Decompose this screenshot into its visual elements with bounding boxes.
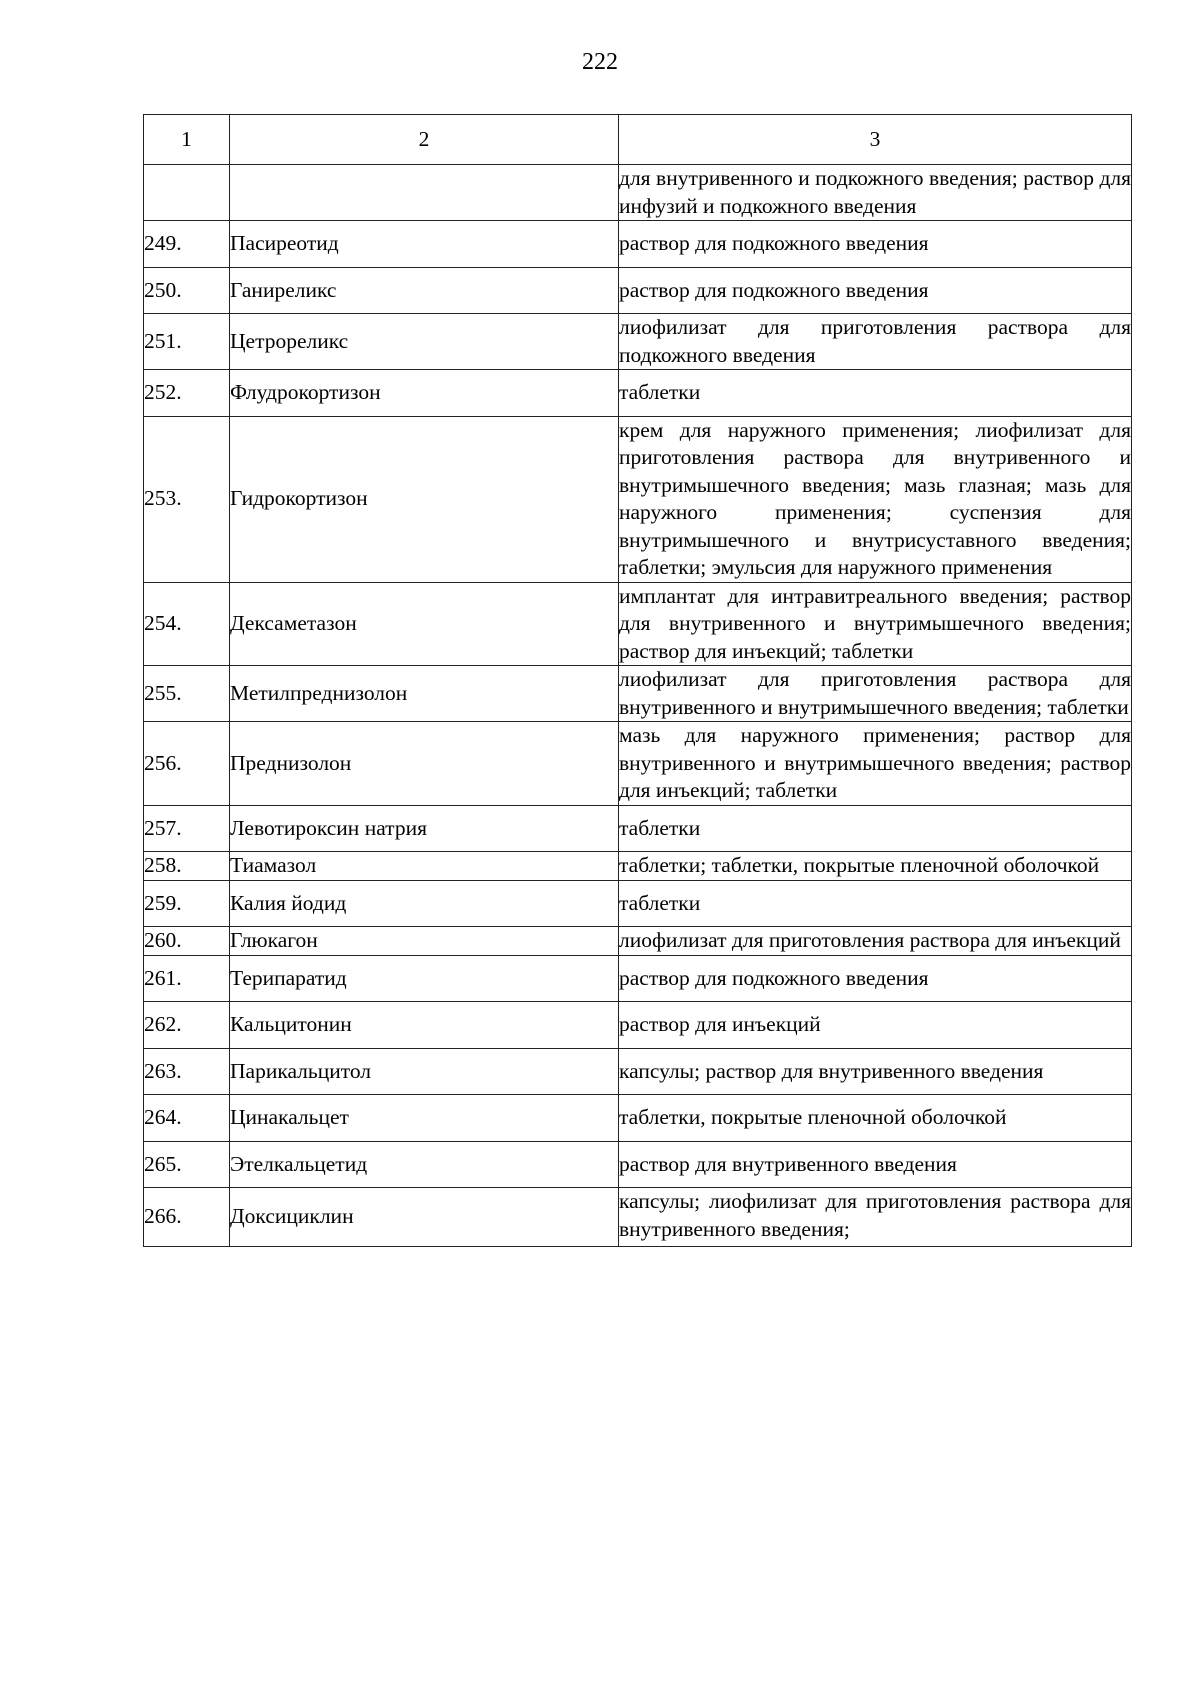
- header-col-2: 2: [230, 115, 619, 165]
- table-row: [144, 1188, 1132, 1247]
- table-row: [144, 805, 1132, 852]
- row-number: 265.: [144, 1141, 230, 1188]
- row-number: 264.: [144, 1095, 230, 1142]
- drug-table: [143, 114, 1132, 1247]
- dosage-form: лиофилизат для приготовления раствора для инъекций: [619, 927, 1132, 956]
- drug-name: Доксициклин: [230, 1188, 619, 1247]
- dosage-form: таблетки: [619, 370, 1132, 417]
- dosage-form: крем для наружного применения; лиофилизат для приготовления раствора для внутривенного и внутримышечного введения; мазь глазная; мазь для наружного применения; суспензия для внутримышечного и внутрисуставного введения; таблетки; эмульсия для наружного применения: [619, 416, 1132, 582]
- row-number: 257.: [144, 805, 230, 852]
- drug-name: Тиамазол: [230, 852, 619, 881]
- row-number: 259.: [144, 880, 230, 927]
- drug-name: Пасиреотид: [230, 221, 619, 268]
- row-number: 249.: [144, 221, 230, 268]
- dosage-form: [619, 1188, 1132, 1247]
- table-row: [144, 370, 1132, 417]
- header-col-1: 1: [144, 115, 230, 165]
- row-number: 252.: [144, 370, 230, 417]
- dosage-form: раствор для подкожного введения: [619, 955, 1132, 1002]
- dosage-form: раствор для внутривенного введения: [619, 1141, 1132, 1188]
- header-col-3: 3: [619, 115, 1132, 165]
- drug-name: Этелкальцетид: [230, 1141, 619, 1188]
- drug-name: Глюкагон: [230, 927, 619, 956]
- dosage-form: лиофилизат для приготовления раствора для подкожного введения: [619, 314, 1132, 370]
- row-number: 255.: [144, 666, 230, 722]
- table-row: [144, 1048, 1132, 1095]
- drug-name: Ганиреликс: [230, 267, 619, 314]
- drug-name: [230, 165, 619, 221]
- row-number: [144, 165, 230, 221]
- dosage-form: лиофилизат для приготовления раствора для внутривенного и внутримышечного введения; таблетки: [619, 666, 1132, 722]
- drug-name: Калия йодид: [230, 880, 619, 927]
- drug-name: Терипаратид: [230, 955, 619, 1002]
- table-row-continuation: [144, 165, 1132, 221]
- dosage-form: раствор для инъекций: [619, 1002, 1132, 1049]
- table-row: [144, 1141, 1132, 1188]
- row-number: 254.: [144, 582, 230, 666]
- row-number: 253.: [144, 416, 230, 582]
- drug-name: Метилпреднизолон: [230, 666, 619, 722]
- table-header-row: [144, 115, 1132, 165]
- table-row: [144, 1095, 1132, 1142]
- page-number: 222: [582, 49, 618, 75]
- drug-name: Преднизолон: [230, 722, 619, 806]
- row-number: 263.: [144, 1048, 230, 1095]
- drug-name: Парикальцитол: [230, 1048, 619, 1095]
- dosage-form: раствор для подкожного введения: [619, 267, 1132, 314]
- row-number: 258.: [144, 852, 230, 881]
- drug-name: Гидрокортизон: [230, 416, 619, 582]
- dosage-form: капсулы; раствор для внутривенного введения: [619, 1048, 1132, 1095]
- table-row: [144, 221, 1132, 268]
- drug-name: Цетрореликс: [230, 314, 619, 370]
- dosage-form: имплантат для интравитреального введения; раствор для внутривенного и внутримышечного введения; раствор для инъекций; таблетки: [619, 582, 1132, 666]
- table-row: [144, 1002, 1132, 1049]
- drug-name: Флудрокортизон: [230, 370, 619, 417]
- drug-name: Дексаметазон: [230, 582, 619, 666]
- row-number: 261.: [144, 955, 230, 1002]
- row-number: 260.: [144, 927, 230, 956]
- table-row: [144, 880, 1132, 927]
- dosage-form-text: капсулы; лиофилизат для приготовления раствора для внутривенного введения;: [619, 1189, 1131, 1241]
- table-body: [144, 115, 1132, 1247]
- row-number: 266.: [144, 1188, 230, 1247]
- table-row: [144, 722, 1132, 806]
- dosage-form: таблетки; таблетки, покрытые пленочной оболочкой: [619, 852, 1132, 881]
- dosage-form: мазь для наружного применения; раствор для внутривенного и внутримышечного введения; раствор для инъекций; таблетки: [619, 722, 1132, 806]
- row-number: 250.: [144, 267, 230, 314]
- drug-name: Кальцитонин: [230, 1002, 619, 1049]
- drug-name: Левотироксин натрия: [230, 805, 619, 852]
- dosage-form: для внутривенного и подкожного введения; раствор для инфузий и подкожного введения: [619, 165, 1132, 221]
- dosage-form: таблетки: [619, 880, 1132, 927]
- row-number: 262.: [144, 1002, 230, 1049]
- row-number: 256.: [144, 722, 230, 806]
- table-row: [144, 314, 1132, 370]
- drug-name: Цинакальцет: [230, 1095, 619, 1142]
- table-row: [144, 955, 1132, 1002]
- dosage-form: раствор для подкожного введения: [619, 221, 1132, 268]
- dosage-form: таблетки: [619, 805, 1132, 852]
- table-row: [144, 927, 1132, 956]
- table-row: [144, 267, 1132, 314]
- table-row: [144, 852, 1132, 881]
- table-row: [144, 666, 1132, 722]
- row-number: 251.: [144, 314, 230, 370]
- dosage-form: таблетки, покрытые пленочной оболочкой: [619, 1095, 1132, 1142]
- table-row: [144, 582, 1132, 666]
- table-row: [144, 416, 1132, 582]
